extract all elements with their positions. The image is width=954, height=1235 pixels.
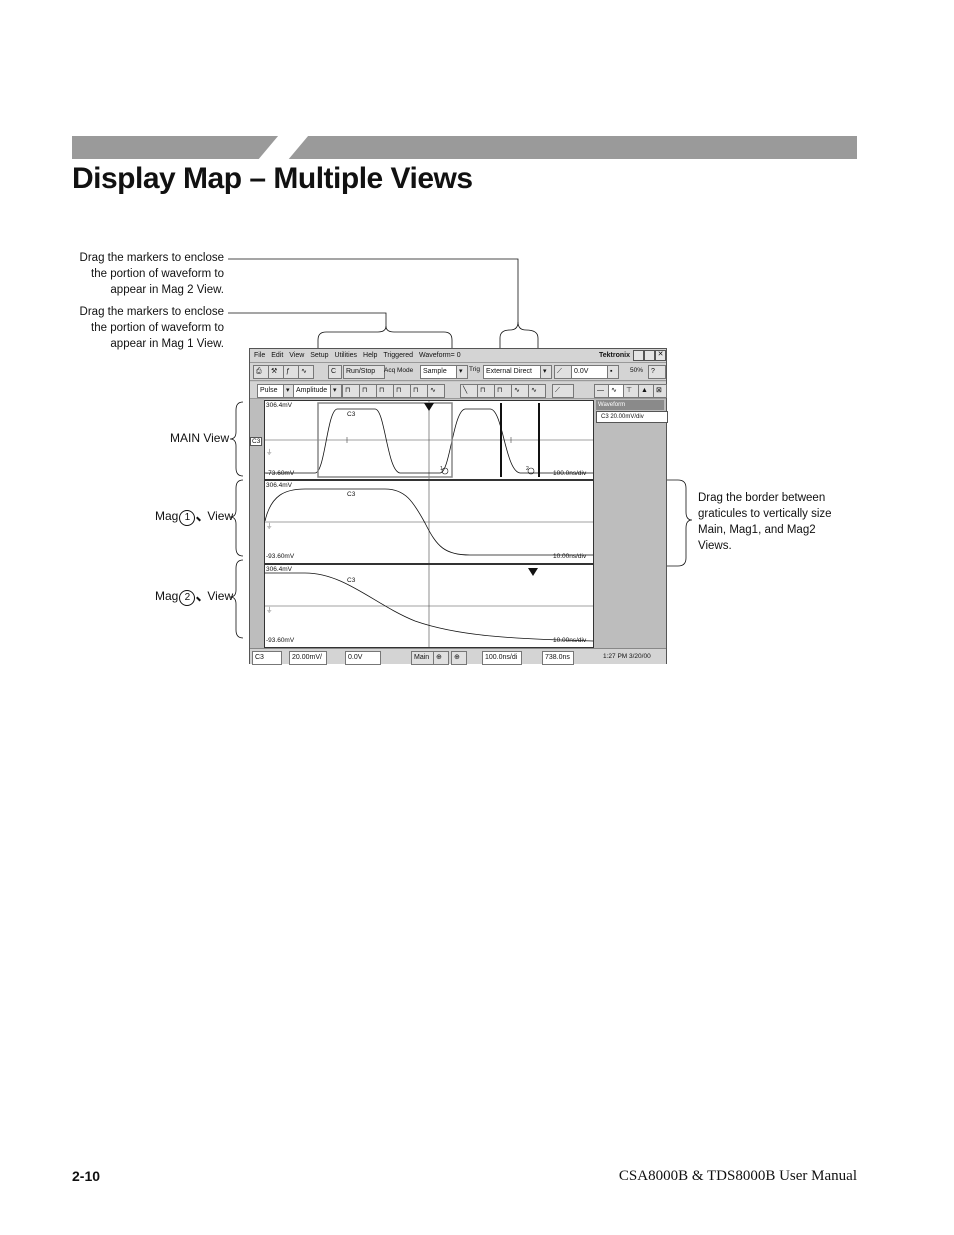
menu-view[interactable]: View	[289, 352, 305, 359]
vertical-scale-input[interactable]: 20.00mV/	[289, 651, 327, 665]
channel-tag[interactable]: C3	[252, 438, 261, 445]
horizontal-position-input[interactable]: 738.0ns	[542, 651, 574, 665]
mag1-top-level: 306.4mV	[266, 482, 293, 489]
mag2-timebase: 10.00ns/div	[553, 637, 587, 644]
mag2-waveform-svg	[265, 565, 593, 647]
callout-line: Drag the border between	[698, 492, 826, 504]
menu-file[interactable]: File	[254, 352, 266, 359]
horizontal-scale-input[interactable]: 100.0ns/di	[482, 651, 522, 665]
run-stop-button[interactable]: Run/Stop	[343, 365, 385, 379]
mag-prefix: Mag	[155, 589, 179, 603]
mag1-waveform-svg	[265, 481, 593, 563]
waveform-list-item[interactable]: C3 20.00mV/div	[596, 411, 668, 423]
acq-mode-label: Acq Mode	[384, 367, 414, 374]
minimize-button[interactable]	[633, 350, 644, 361]
chevron-down-icon[interactable]: ▾	[540, 365, 552, 379]
callout-line: appear in Mag 2 View.	[110, 284, 224, 296]
mag2-graticule[interactable]	[264, 564, 594, 648]
page-number: 2-10	[72, 1168, 101, 1184]
meas-pulse-icon[interactable]: ⊓	[393, 384, 411, 398]
ground-icon: ⏚	[266, 607, 273, 614]
scope-window	[249, 348, 667, 664]
main-graticule[interactable]	[264, 400, 594, 480]
slope-icon[interactable]: ⟋	[554, 365, 572, 379]
menu-setup[interactable]: Setup	[310, 352, 329, 359]
ground-icon: ⏚	[266, 449, 273, 456]
brace-mag2	[230, 560, 243, 638]
main-bottom-level: -73.60mV	[266, 470, 295, 477]
status-triggered: Triggered	[383, 352, 414, 359]
main-channel-label: C3	[347, 411, 356, 418]
menu-edit[interactable]: Edit	[271, 352, 284, 359]
histogram-icon[interactable]: ▲	[638, 384, 656, 398]
meas-wave-icon[interactable]: ∿	[511, 384, 529, 398]
callout-line: graticules to vertically size	[698, 508, 832, 520]
status-waveform-count: Waveform= 0	[419, 352, 461, 359]
maximize-button[interactable]	[644, 350, 655, 361]
mag1-timebase: 10.00ns/div	[553, 553, 587, 560]
mag2-bottom-level: -93.60mV	[266, 637, 295, 644]
math-icon[interactable]: ƒ	[283, 365, 299, 379]
side-panel	[594, 399, 666, 649]
chevron-down-icon[interactable]: ▾	[456, 365, 468, 379]
mag1-bottom-level: -93.60mV	[266, 553, 295, 560]
waveform-icon[interactable]: ∿	[298, 365, 314, 379]
menu-help[interactable]: Help	[363, 352, 378, 359]
mag1-channel-label: C3	[347, 491, 356, 498]
menu-utilities[interactable]: Utilities	[334, 352, 358, 359]
marker-1[interactable]: 1	[440, 466, 443, 472]
meas-source-select[interactable]: Pulse	[257, 384, 285, 398]
meas-rise-icon[interactable]: ⟋	[552, 384, 574, 398]
display-cursor-icon[interactable]: ⊤	[623, 384, 641, 398]
magnifier-2-icon[interactable]: ⊕	[451, 651, 467, 665]
zoom-icon[interactable]: ⊠	[653, 384, 667, 398]
chevron-down-icon[interactable]: ▾	[283, 384, 295, 398]
meas-fall-icon[interactable]: ╲	[460, 384, 478, 398]
brace-main	[230, 402, 243, 476]
meas-wave-icon[interactable]: ∿	[427, 384, 445, 398]
mag-suffix: View	[207, 509, 234, 523]
meas-pulse-icon[interactable]: ⊓	[376, 384, 394, 398]
trig-percent[interactable]: 50%	[630, 367, 644, 374]
menu-bar	[250, 349, 666, 363]
meas-pulse-icon[interactable]: ⊓	[359, 384, 377, 398]
meas-pulse-icon[interactable]: ⊓	[342, 384, 360, 398]
main-toolbar	[250, 363, 666, 381]
mag2-top-level: 306.4mV	[266, 566, 293, 573]
display-mode-icon[interactable]: —	[594, 384, 612, 398]
display-wave-icon[interactable]: ∿	[608, 384, 626, 398]
meas-pulse-icon[interactable]: ⊓	[477, 384, 495, 398]
mag1-graticule[interactable]	[264, 480, 594, 564]
print-icon[interactable]: ⎙	[253, 365, 269, 379]
brand-logo: Tektronix	[599, 352, 630, 359]
trig-label: Trig	[469, 366, 480, 373]
main-view-label: MAIN View	[170, 431, 230, 445]
ground-icon: ⏚	[266, 523, 273, 530]
chevron-down-icon[interactable]: ▾	[330, 384, 342, 398]
mag-number: 2	[184, 592, 191, 603]
mag-number: 1	[184, 512, 191, 523]
mag2-channel-label: C3	[347, 577, 356, 584]
waveform-tab[interactable]: Waveform	[596, 400, 664, 410]
meas-wave-icon[interactable]: ∿	[528, 384, 546, 398]
view-select-main[interactable]: Main	[411, 651, 435, 665]
main-waveform-svg	[265, 401, 593, 479]
magnifier-1-icon[interactable]: ⊕	[433, 651, 449, 665]
mag-suffix: View	[207, 589, 234, 603]
manual-name: CSA8000B & TDS8000B User Manual	[618, 1168, 857, 1184]
page-title: Display Map – Multiple Views	[72, 162, 473, 195]
meas-pulse-icon[interactable]: ⊓	[494, 384, 512, 398]
help-icon[interactable]: ?	[648, 365, 666, 379]
status-channel-select[interactable]: C3	[252, 651, 282, 665]
trig-source-select[interactable]: External Direct	[483, 365, 541, 379]
status-bar	[250, 648, 666, 664]
status-datetime: 1:27 PM 3/20/00	[603, 653, 651, 660]
callout-line: Drag the markers to enclose	[79, 252, 224, 264]
trig-level-input[interactable]: 0.0V	[571, 365, 609, 379]
measurement-toolbar	[250, 382, 666, 399]
spin-icon[interactable]: ▪	[607, 365, 619, 379]
callout-line: appear in Mag 1 View.	[110, 338, 224, 350]
main-top-level: 306.4mV	[266, 402, 293, 409]
marker-2[interactable]: 2	[526, 466, 529, 472]
callout-line: Drag the markers to enclose	[79, 306, 224, 318]
callout-line: the portion of waveform to	[91, 322, 224, 334]
meas-pulse-icon[interactable]: ⊓	[410, 384, 428, 398]
acq-mode-select[interactable]: Sample	[420, 365, 458, 379]
meas-type-select[interactable]: Amplitude	[293, 384, 335, 398]
tools-icon[interactable]: ⚒	[268, 365, 284, 379]
main-timebase: 100.0ns/div	[553, 470, 587, 477]
callout-line: Views.	[698, 540, 732, 552]
c-button[interactable]: C	[328, 365, 342, 379]
vertical-offset-input[interactable]: 0.0V	[345, 651, 381, 665]
mag-prefix: Mag	[155, 509, 179, 523]
callout-line: Main, Mag1, and Mag2	[698, 524, 816, 536]
callout-line: the portion of waveform to	[91, 268, 224, 280]
close-button[interactable]: ✕	[655, 350, 666, 361]
brace-mag1	[230, 480, 243, 556]
